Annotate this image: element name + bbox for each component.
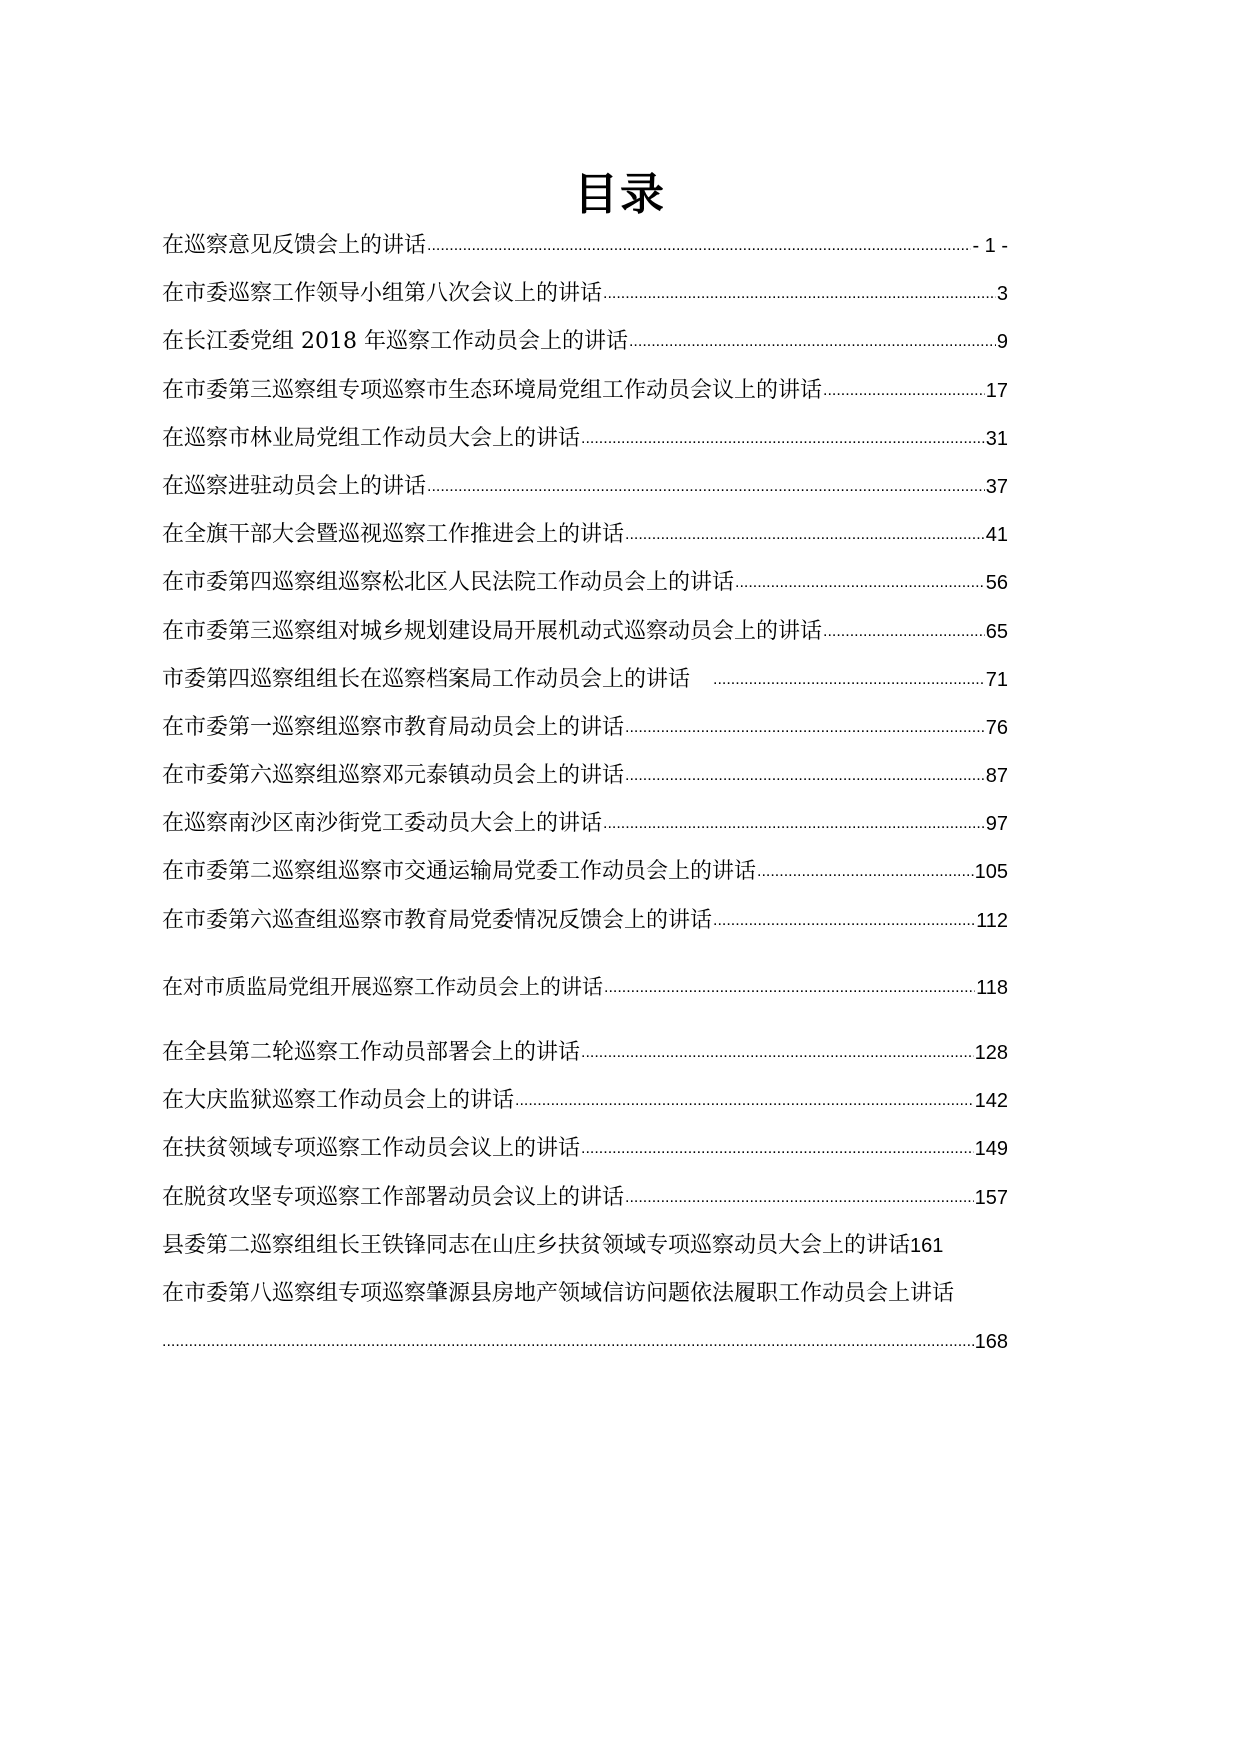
- toc-entry[interactable]: [162, 367, 1008, 415]
- toc-entry[interactable]: [162, 415, 1008, 463]
- toc-entry[interactable]: [162, 222, 1008, 270]
- toc-dot-leader: [581, 1125, 974, 1173]
- toc-page-number: 105: [974, 861, 1008, 884]
- toc-dot-leader: [713, 656, 985, 704]
- toc-dot-leader: [603, 270, 996, 318]
- toc-page-number: 128: [974, 1042, 1008, 1064]
- toc-entry[interactable]: [162, 608, 1008, 656]
- toc-entry-title: 在市委巡察工作领导小组第八次会议上的讲话: [162, 281, 603, 307]
- toc-entry[interactable]: [162, 1077, 1008, 1125]
- toc-page-number: 149: [974, 1138, 1008, 1161]
- toc-entry[interactable]: [162, 463, 1008, 511]
- toc-page-number: 112: [976, 909, 1008, 932]
- toc-entry[interactable]: [162, 318, 1008, 366]
- toc-dot-leader: [515, 1077, 974, 1125]
- toc-dot-leader: [625, 704, 985, 752]
- toc-entry[interactable]: [162, 656, 1008, 704]
- toc-page-number: 41: [985, 524, 1008, 547]
- toc-entry-title: 在市委第四巡察组巡察松北区人民法院工作动员会上的讲话: [162, 570, 735, 596]
- toc-entry-title: 县委第二巡察组组长王铁锋同志在山庄乡扶贫领域专项巡察动员大会上的讲话: [162, 1232, 911, 1258]
- toc-page-number: 56: [985, 572, 1008, 595]
- toc-dot-leader: [603, 800, 985, 848]
- toc-page-number: 9: [996, 331, 1008, 354]
- toc-entry-title: 在巡察意见反馈会上的讲话: [162, 233, 427, 258]
- toc-page-number: 31: [985, 427, 1008, 450]
- toc-dot-leader: [757, 848, 974, 896]
- table-of-contents: [162, 222, 1008, 1366]
- toc-entry-title: 在脱贫攻坚专项巡察工作部署动员会议上的讲话: [162, 1184, 625, 1210]
- toc-entry-title: 在市委第三巡察组专项巡察市生态环境局党组工作动员会议上的讲话: [162, 377, 823, 403]
- toc-entry[interactable]: [162, 1029, 1008, 1077]
- toc-page-number: 168: [974, 1331, 1008, 1354]
- toc-entry-title: 在对市质监局党组开展巡察工作动员会上的讲话: [162, 974, 603, 999]
- toc-entry[interactable]: [162, 800, 1008, 848]
- toc-page-number: 37: [985, 475, 1008, 498]
- toc-page-number: 3: [996, 283, 1008, 306]
- toc-page-number: 71: [985, 668, 1008, 691]
- toc-entry-title: 在市委第一巡察组巡察市教育局动员会上的讲话: [162, 714, 625, 740]
- toc-entry-title: 在市委第三巡察组对城乡规划建设局开展机动式巡察动员会上的讲话: [162, 618, 823, 644]
- toc-entry-title: 在市委第六巡查组巡察市教育局党委情况反馈会上的讲话: [162, 907, 713, 933]
- toc-page-number: 118: [976, 976, 1008, 999]
- toc-entry-title: 在全旗干部大会暨巡视巡察工作推进会上的讲话: [162, 522, 625, 548]
- toc-page-number: 161: [910, 1234, 944, 1257]
- toc-page-number: 142: [974, 1090, 1008, 1113]
- toc-entry-title: 在巡察市林业局党组工作动员大会上的讲话: [162, 425, 581, 451]
- toc-entry-continuation[interactable]: [162, 1318, 1008, 1366]
- toc-entry[interactable]: [162, 1125, 1008, 1173]
- toc-entry-title: 市委第四巡察组组长在巡察档案局工作动员会上的讲话: [162, 666, 713, 692]
- toc-entry[interactable]: [162, 848, 1008, 896]
- toc-entry[interactable]: [162, 270, 1008, 318]
- toc-dot-leader: [713, 897, 975, 945]
- toc-dot-leader: [427, 222, 971, 270]
- toc-entry-title: 在长江委党组 2018 年巡察工作动员会上的讲话: [162, 329, 628, 355]
- toc-page-number: 97: [985, 813, 1008, 836]
- toc-dot-leader: [427, 463, 985, 511]
- toc-entry-title: 在巡察南沙区南沙街党工委动员大会上的讲话: [162, 811, 603, 837]
- toc-dot-leader: [625, 1174, 974, 1222]
- toc-entry-title: 在市委第二巡察组巡察市交通运输局党委工作动员会上的讲话: [162, 859, 757, 885]
- toc-entry[interactable]: [162, 1222, 1008, 1270]
- toc-entry[interactable]: [162, 752, 1008, 800]
- toc-entry-title: 在扶贫领域专项巡察工作动员会议上的讲话: [162, 1136, 581, 1162]
- toc-entry[interactable]: [162, 963, 1008, 1011]
- toc-dot-leader: [629, 318, 996, 366]
- toc-page-number: 65: [985, 620, 1008, 643]
- toc-entry[interactable]: [162, 1270, 1008, 1318]
- toc-page-number: 76: [985, 716, 1008, 739]
- page-title: 目录: [574, 169, 666, 220]
- toc-entry[interactable]: [162, 704, 1008, 752]
- toc-dot-leader: [581, 1029, 974, 1077]
- toc-entry-title: 在巡察进驻动员会上的讲话: [162, 473, 427, 499]
- toc-dot-leader: [823, 367, 985, 415]
- toc-page-number: - 1 -: [972, 235, 1008, 257]
- toc-dot-leader: [604, 963, 975, 1011]
- toc-entry-title: 在市委第六巡察组巡察邓元泰镇动员会上的讲话: [162, 763, 625, 789]
- toc-entry[interactable]: [162, 559, 1008, 607]
- toc-page-number: 87: [985, 765, 1008, 788]
- toc-dot-leader: [823, 608, 985, 656]
- toc-dot-leader: [625, 511, 985, 559]
- toc-page-number: 17: [985, 379, 1008, 402]
- toc-dot-leader: [735, 559, 985, 607]
- toc-entry[interactable]: [162, 897, 1008, 945]
- toc-page-number: 157: [974, 1186, 1008, 1209]
- toc-entry[interactable]: [162, 511, 1008, 559]
- toc-dot-leader: [625, 752, 985, 800]
- toc-entry-title: 在全县第二轮巡察工作动员部署会上的讲话: [162, 1040, 581, 1065]
- toc-dot-leader: [581, 415, 985, 463]
- toc-entry[interactable]: [162, 1174, 1008, 1222]
- toc-entry-title: 在市委第八巡察组专项巡察肇源县房地产领域信访问题依法履职工作动员会上讲话: [162, 1280, 955, 1306]
- toc-dot-leader: [162, 1318, 974, 1366]
- toc-entry-title: 在大庆监狱巡察工作动员会上的讲话: [162, 1088, 515, 1114]
